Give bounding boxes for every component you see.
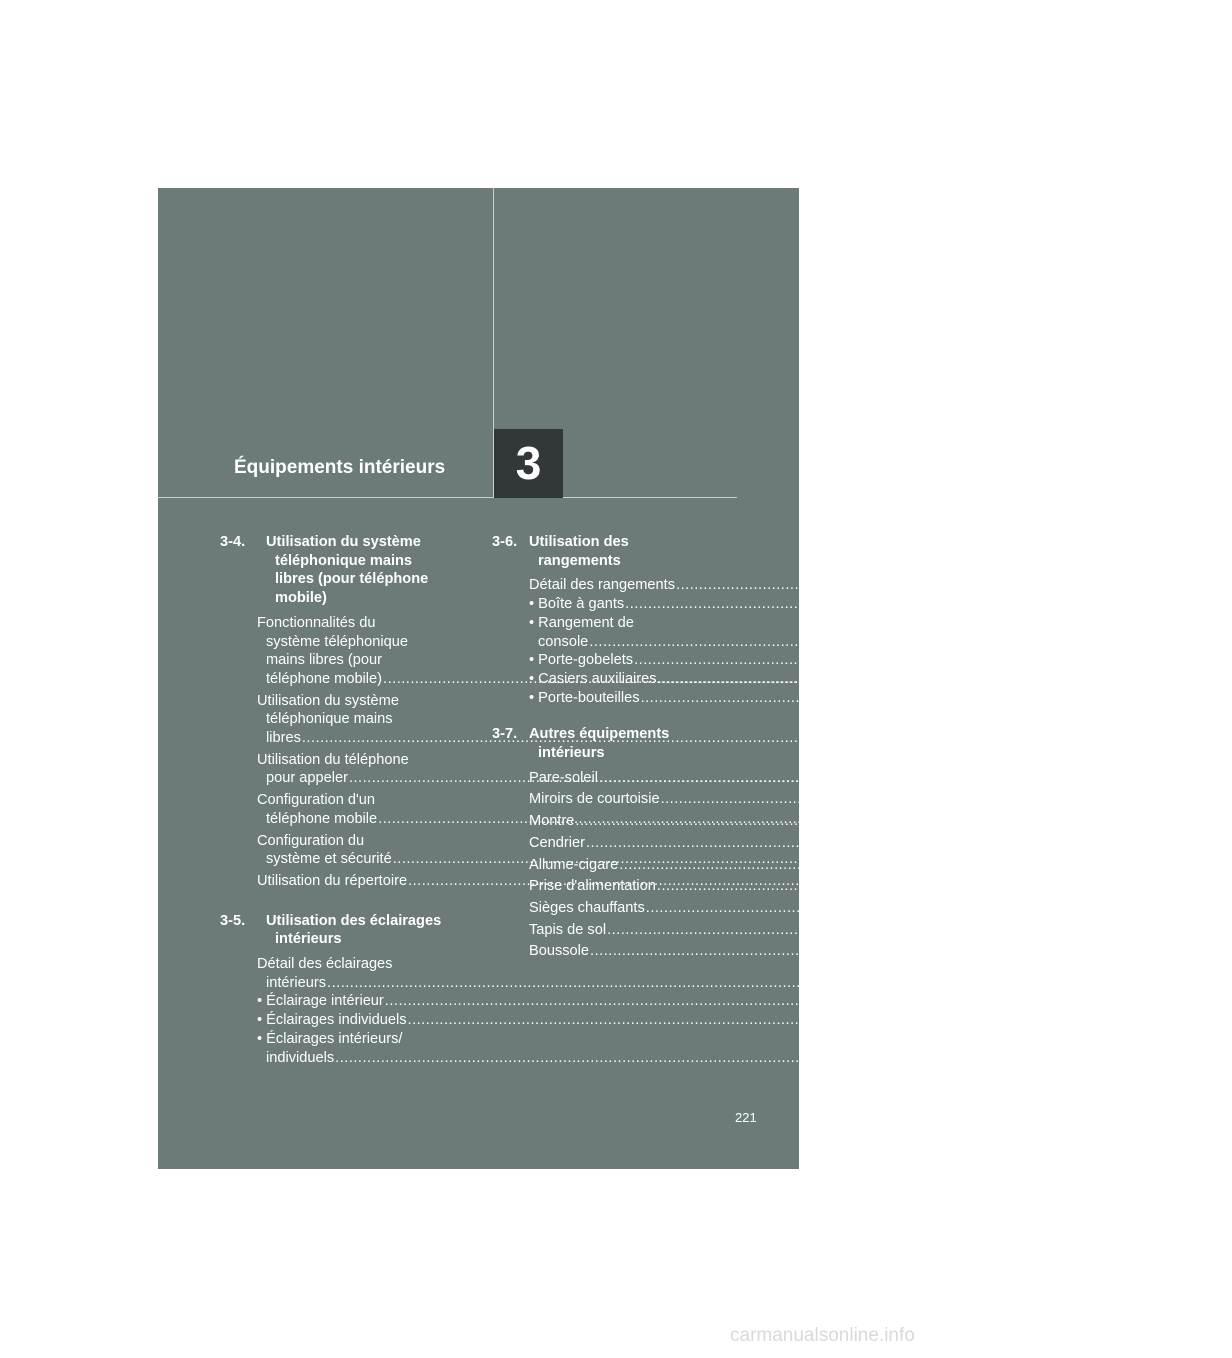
entry-text: intérieurs [266,974,327,991]
dot-leader [385,993,913,1009]
page-ref: 366 [1106,813,1132,830]
entry-text: Miroirs de courtoisie [529,791,660,808]
entry-text: • Éclairages individuels [257,1012,407,1029]
page-ref: 370 [1177,899,1202,916]
entry-text: Configuration du [257,832,365,849]
toc-entry[interactable] [529,576,1232,595]
dot-leader [658,671,1186,687]
page-ref: 328 [880,770,905,787]
page-ref: 343 [939,872,964,889]
page-ref: 372 [1138,921,1163,938]
entry-text: Cendrier [529,834,585,851]
dot-leader [657,878,1185,894]
page-ref: 312 [914,670,939,687]
section-title-line: intérieurs [275,931,342,948]
entry-text: Configuration d'un [257,792,375,809]
section-heading[interactable] [492,533,739,570]
horizontal-divider [158,497,737,498]
page-ref: 353 [938,1012,964,1029]
page-ref: 357 [1120,633,1146,650]
entry-text: Utilisation du répertoire [257,872,408,889]
section-title-line: Utilisation des [529,534,629,550]
section-number: 3-6. [492,534,518,550]
page-ref: 339 [924,851,949,868]
dot-leader [634,652,1162,668]
watermark: carmanualsonline.info [730,1325,915,1346]
section-title-line: Autres équipements [529,726,670,743]
chapter-number: 3 [515,437,542,489]
dot-leader [589,634,1117,650]
chapter-number-box [494,429,563,498]
page-ref: 361 [1188,670,1214,687]
page-ref: 318 [833,730,858,747]
entry-text: Tapis de sol [529,921,607,938]
page-ref: 359 [1165,652,1190,669]
section-title-line: Utilisation des éclairages [266,912,442,929]
page-ref: 333 [909,810,934,827]
entry-text: téléphone mobile [266,810,378,827]
section-title-line: libres (pour téléphone [275,571,429,588]
section-title-line: mobile) [275,590,327,607]
page-ref: 353 [916,993,941,1010]
dot-leader [641,690,1169,706]
entry-text: Pare-soleil [529,769,598,786]
entry-text: Montre [529,813,575,830]
section-title-line: téléphonique mains [275,552,413,569]
toc-entry[interactable] [257,1030,891,1067]
dot-leader [676,577,1204,593]
page-ref: 354 [866,1049,891,1066]
entry-text: Allume-cigare [529,856,619,873]
entry-text: • Éclairages intérieurs/ [257,1030,403,1047]
dot-leader [327,975,855,991]
section-title-line: intérieurs [538,745,605,762]
dot-leader [625,596,1153,612]
entry-text: Détail des éclairages [257,956,393,973]
entry-text: • Éclairage intérieur [257,993,384,1010]
page-ref: 369 [1188,878,1213,895]
page-ref: 368 [1150,856,1175,873]
entry-text: Sièges chauffants [529,899,645,916]
dot-leader [575,810,1103,829]
dot-leader [335,1050,863,1066]
chapter-title: Équipements intérieurs [234,457,446,478]
entry-text: • Porte-bouteilles [529,689,640,706]
section-number: 3-7. [492,726,518,743]
entry-text: console [538,633,589,650]
section-number: 3-4. [220,534,246,550]
page-ref: 363 [1171,689,1197,706]
page-ref: 351 [858,974,883,991]
entry-text: • Rangement de [529,614,634,631]
dot-leader [661,791,1189,807]
toc-entry[interactable] [529,921,1163,940]
entry-text: Prise d'alimentation [529,878,656,895]
entry-text: libres [266,730,301,747]
entry-text: Boussole [529,943,590,960]
entry-text: Utilisation du téléphone [257,751,409,768]
toc-entry[interactable] [529,595,1181,614]
section-title-line: Utilisation du système [266,534,421,550]
entry-text: mains libres (pour [266,652,382,669]
entry-text: pour appeler [266,770,348,787]
toc-entry[interactable] [529,689,1197,708]
page-ref: 374 [1121,943,1146,960]
dot-leader [586,835,1114,851]
toc-entry[interactable] [529,790,1217,809]
dot-leader [590,943,1118,959]
section-heading[interactable] [220,533,467,608]
toc-entry[interactable] [529,899,1202,918]
entry-text: Utilisation du système [257,692,399,709]
dot-leader [607,922,1135,938]
toc-entry[interactable] [529,942,1146,961]
entry-text: téléphonique mains [266,711,393,728]
entry-text: • Boîte à gants [529,596,625,613]
toc-entry[interactable] [529,651,1190,670]
section-heading[interactable] [492,725,739,762]
entry-text: système et sécurité [266,851,392,868]
dot-leader [646,900,1174,916]
page-ref: 357 [1156,596,1181,613]
page-ref: 364 [1130,769,1155,786]
entry-text: Détail des rangements [529,577,676,594]
page-ref: 365 [1191,791,1217,808]
page-ref: 367 [1117,834,1142,851]
page-ref: 355 [1207,577,1232,594]
toc-entry[interactable] [257,1011,964,1030]
dot-leader [599,770,1127,786]
entry-text: Fonctionnalités du [257,614,376,631]
entry-text: téléphone mobile) [266,670,383,687]
entry-text: • Porte-gobelets [529,652,634,669]
toc-entry[interactable] [257,955,883,992]
entry-text: • Casiers auxiliaires [529,670,657,687]
section-number: 3-5. [220,912,246,929]
dot-leader [408,1012,936,1028]
toc-entry[interactable] [529,834,1142,853]
entry-text: système téléphonique [266,633,408,650]
toc-entry[interactable] [257,992,941,1011]
entry-text: individuels [266,1049,335,1066]
toc-entry[interactable] [529,614,1146,651]
section-heading[interactable] [220,912,467,949]
section-title-line: rangements [538,552,621,569]
dot-leader [619,857,1147,873]
page-number: 221 [735,1110,757,1125]
section-items [220,955,964,1067]
